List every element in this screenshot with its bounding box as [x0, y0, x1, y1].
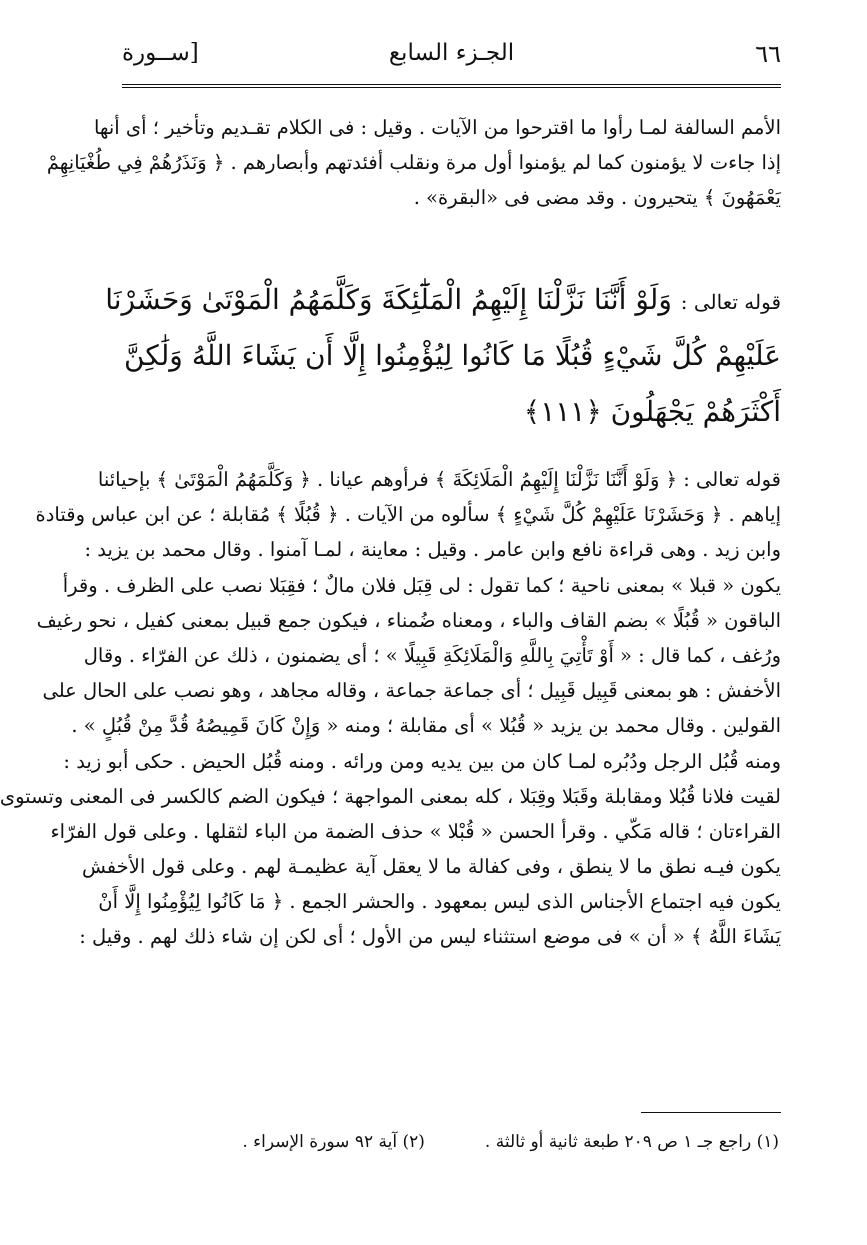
verse-line [105, 272, 781, 328]
text-line: ورُغف ، كما قال : « أَوْ تَأْتِيَ بِاللَّهِ وَالْمَلَائِكَةِ قَبِيلًا » ؛ أى يضمنون ، ذلك عن الفرّاء . وقال [83, 643, 781, 667]
text-line: إياهم . ﴿ وَحَشَرْنَا عَلَيْهِمْ كُلَّ شَيْءٍ ﴾ سألوه من الآيات . ﴿ قُبُلًا ﴾ مُقابلة ؛ عن ابن عباس وقتادة [35, 503, 781, 527]
text-line: ومنه قُبُل الرجل ودُبُره لمـا كان من بين يديه ومن ورائه . ومنه قُبُل الحيض . حكى أبو زيد : [63, 749, 781, 773]
text-line: القراءتان ؛ قاله مَكّي . وقرأ الحسن « قُبْلا » حذف الضمة من الباء لثقلها . وعلى قول الفرّاء [50, 819, 781, 843]
text-line: الأخفش : هو بمعنى قَبِيل قَبِيل ؛ أى جماعة جماعة ، وقاله مجاهد ، وهو نصب على الحال على [42, 679, 781, 703]
text-line: يكون فيه اجتماع الأجناس الذى ليس بمعهود . والحشر الجمع . ﴿ مَا كَانُوا لِيُؤْمِنُوا إِلَّا أَنْ [98, 890, 781, 914]
paragraph-commentary-1 [46, 110, 781, 216]
text-line: يكون فيـه نطق ما لا ينطق ، وفى كفالة ما لا يعقل آية عظيمـة لهم . وعلى قول الأخفش [81, 855, 781, 879]
text-line: الباقون « قُبُلًا » بضم القاف والباء ، ومعناه ضُمناء ، فيكون جمع قبيل بمعنى كفيل ، نحو رغيف [36, 608, 781, 632]
verse-line: أَكْثَرَهُمْ يَجْهَلُونَ ﴿١١١﴾ [523, 395, 781, 428]
verse-lead: قوله تعالى : [680, 290, 781, 314]
text-line: يَعْمَهُونَ ﴾ يتحيرون . وقد مضى فى «البقرة» . [413, 186, 781, 210]
text-line: الأمم السالفة لمـا رأوا ما اقترحوا من الآيات . وقيل : فى الكلام تقـديم وتأخير ؛ أى أنها [93, 116, 781, 139]
page-number: ٦٦ [755, 40, 781, 68]
text-line: وابن زيد . وهى قراءة نافع وابن عامر . وقيل : معاينة ، لمـا آمنوا . وقال محمد بن يزيد : [84, 538, 781, 562]
text-line: إذا جاءت لا يؤمنون كما لم يؤمنوا أول مرة ونقلب أفئدتهم وأبصارهم . ﴿ وَنَذَرُهُمْ فِي طُغْيَانِهِمْ [46, 151, 781, 175]
footnote-2: (٢) آية ٩٢ سورة الإسراء . [242, 1132, 425, 1152]
surah-label: [ســورة [122, 40, 199, 66]
header-rule [122, 84, 781, 88]
running-header [122, 38, 781, 82]
text-line: يَشَاءَ اللَّهُ ﴾ « أن » فى موضع استثناء ليس من الأول ؛ أى لكن إن شاء ذلك لهم . وقيل : [79, 925, 781, 949]
text-line: يكون « قبلا » بمعنى ناحية ؛ كما تقول : لى قِبَل فلان مالٌ ؛ فقِبَلا نصب على الظرف . وقرأ [62, 573, 781, 597]
quran-verse-block [105, 272, 781, 440]
juz-title: الجـزء السابع [388, 40, 515, 66]
verse-text: وَلَوْ أَنَّنَا نَزَّلْنَا إِلَيْهِمُ الْمَلَٰٓئِكَةَ وَكَلَّمَهُمُ الْمَوْتَىٰ وَحَشَرْنَا [105, 283, 672, 316]
text-line: لقيت فلانا قُبُلا ومقابلة وقَبَلا وقِبَلا ، كله بمعنى المواجهة ؛ فيكون الضم كالكسر فى المعنى وتستوى [0, 784, 781, 808]
paragraph-commentary-2 [0, 462, 781, 955]
footnotes [224, 1124, 779, 1164]
footnote-1: (١) راجع جـ ١ ص ٢٠٩ طبعة ثانية أو ثالثة . [484, 1132, 779, 1152]
footnote-rule [641, 1112, 781, 1113]
verse-line: عَلَيْهِمْ كُلَّ شَيْءٍ قُبُلًا مَا كَانُوا لِيُؤْمِنُوا إِلَّا أَن يَشَاءَ اللَّهُ وَلَٰكِنَّ [124, 339, 781, 372]
text-line: القولين . وقال محمد بن يزيد « قُبُلا » أى مقابلة ؛ ومنه « وَإِنْ كَانَ قَمِيصُهُ قُدَّ مِنْ قُبُلٍ » . [71, 714, 781, 738]
text-line: قوله تعالى : ﴿ وَلَوْ أَنَّنَا نَزَّلْنَا إِلَيْهِمُ الْمَلَائِكَةَ ﴾ فرأوهم عيانا . ﴿ وَكَلَّمَهُمُ الْمَوْتَىٰ ﴾ بإحيائنا [97, 468, 781, 491]
